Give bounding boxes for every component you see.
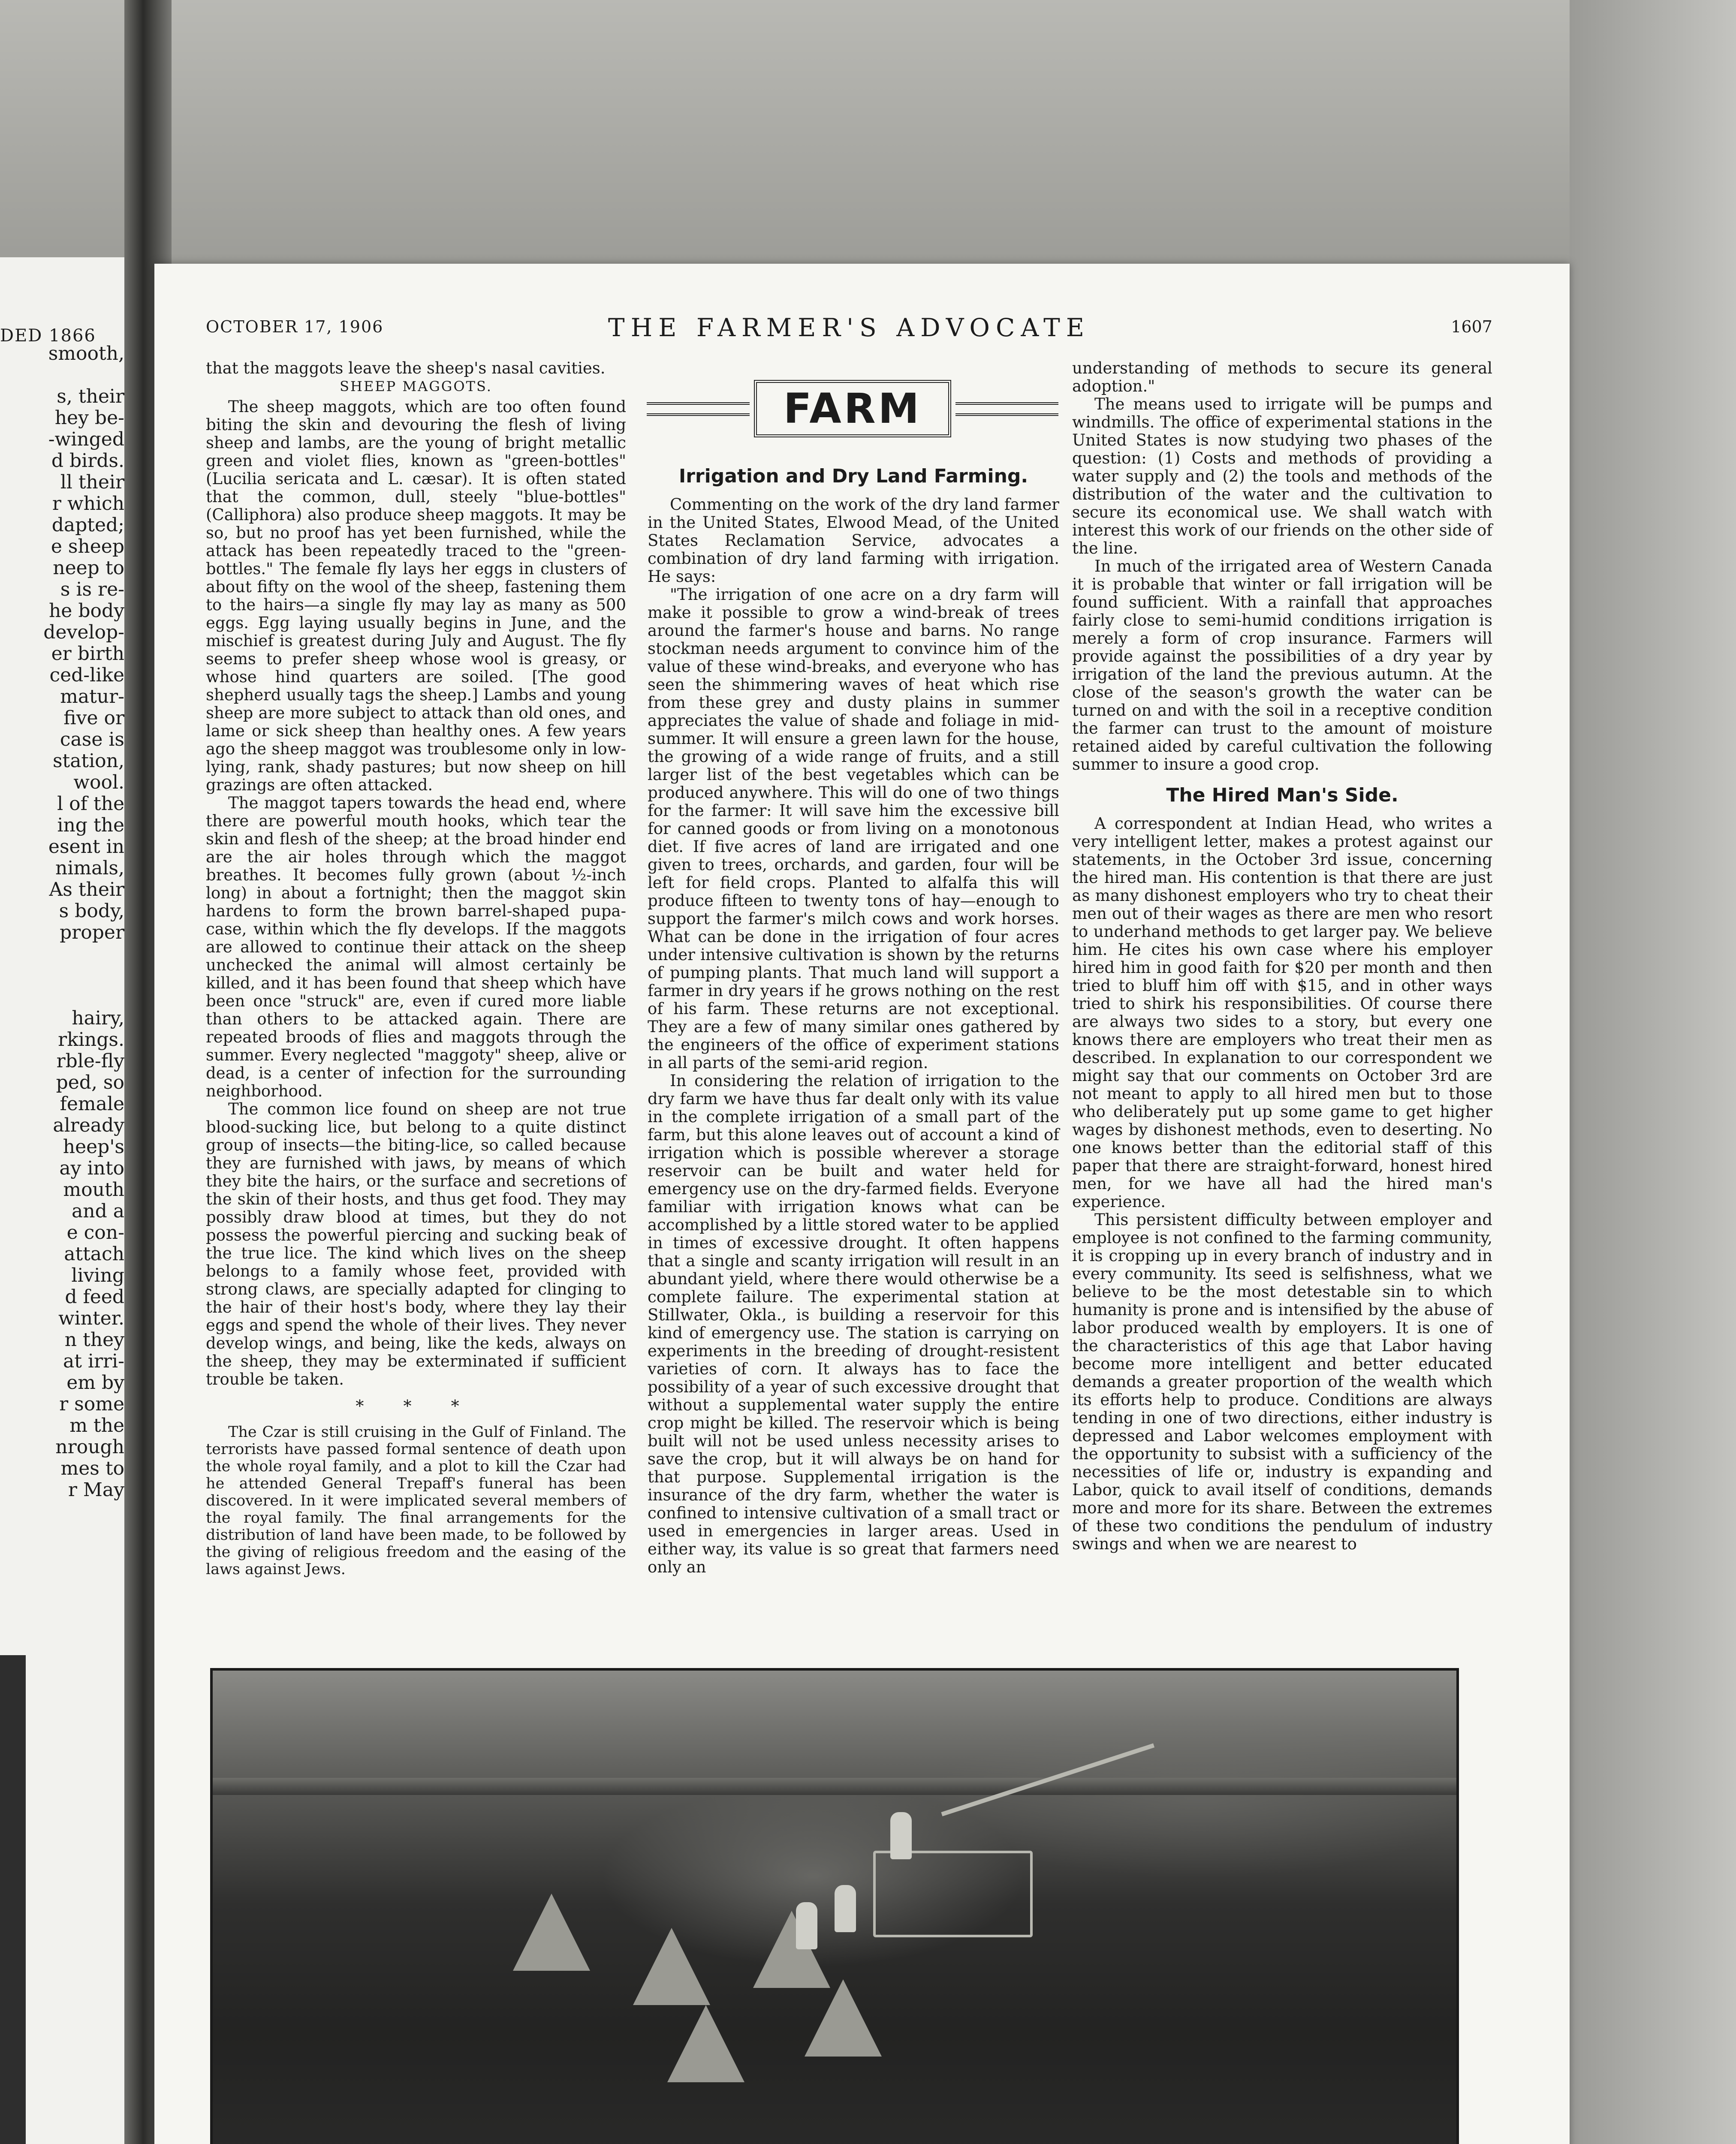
left-page-line: case is <box>60 729 124 750</box>
left-page-line: already <box>53 1114 124 1136</box>
paragraph: In much of the irrigated area of Western Canada it is probable that winter or fall irrigation will be found sufficient. With a rainfall that approaches fairly close to semi-humid conditions irrigation is merely a form of crop insurance. Farmers will provide against the possibilities of a dry year by irrigation of the land the previous autumn. At the close of the season's growth the water can be turned on and with the soil in a receptive condition the farmer can trust to the amount of moisture retained aided by careful cultivation the following summer to insure a good crop. <box>1072 557 1492 774</box>
banner-rule-right <box>955 402 1058 416</box>
left-page-line: ll their <box>60 471 124 493</box>
left-page-line: e sheep <box>51 536 124 557</box>
left-page-line: ing the <box>57 814 124 836</box>
paragraph: A correspondent at Indian Head, who writes a very intelligent letter, makes a protest against our statements, in the October 3rd issue, concerning the hired man. His contention is that there are just as many dishonest employers who try to cheat their men out of their wages as there are men who resort to underhand methods to get larger pay. We believe him. He cites his own case where his employer hired him in good faith for $20 per month and then tried to bluff him off with $15, and in other ways tried to shirk his responsibilities. Of course there are always two sides to a story, but every one knows there are employers who treat their men as described. In explanation to our correspondent we might say that our comments on October 3rd are not meant to apply to all hired men but to those who deliberately put up some game to get higher wages by dishonest methods, even to deserting. No one knows better than the editorial staff of this paper that there are straight-forward, honest hired men, for we have all had the hired man's experience. <box>1072 814 1492 1211</box>
left-page-line: mes to <box>60 1457 124 1479</box>
left-page-line <box>0 965 124 986</box>
left-page-line: rble-fly <box>56 1050 124 1072</box>
left-page-line: dapted; <box>51 514 124 536</box>
left-page-line: n they <box>64 1329 124 1351</box>
left-page-line: r some <box>59 1393 124 1415</box>
photo-horizon <box>213 1778 1456 1795</box>
paragraph: The maggot tapers towards the head end, where there are powerful mouth hooks, which tear the skin and flesh of the sheep; at the broad hinder end are the air holes through which the maggot breathes. It becomes fully grown (about ½-inch long) in about a fortnight; then the maggot skin hardens to form the brown barrel-shaped pupa-case, within which the fly develops. If the maggots are allowed to continue their attack on the sheep unchecked the animal will almost certainly be killed, and it has been found that sheep which have been once "struck" are, even if cured more liable than others to be attacked again. There are repeated broods of flies and maggots through the summer. Every neglected "maggoty" sheep, alive or dead, is a center of infection for the surrounding neighborhood. <box>206 794 626 1100</box>
column-2 <box>648 455 1059 1576</box>
left-page-line: m the <box>69 1415 124 1436</box>
oat-shock <box>633 1928 710 2005</box>
farmer-figure <box>890 1812 912 1859</box>
left-page-line: s is re- <box>60 578 124 600</box>
paragraph: that the maggots leave the sheep's nasal cavities. <box>206 359 606 377</box>
left-page-line: s body, <box>59 900 124 922</box>
left-page-line: r which <box>52 493 124 515</box>
left-page-line: ped, so <box>56 1072 124 1093</box>
left-page-line: ay into <box>59 1157 124 1179</box>
left-page-line: proper <box>60 921 124 943</box>
left-page-line: r May <box>68 1479 124 1501</box>
left-page-line: e con- <box>66 1222 124 1244</box>
left-page-line: and a <box>72 1200 124 1222</box>
left-page-line: rkings. <box>58 1029 124 1051</box>
left-page-line: d feed <box>65 1286 124 1308</box>
running-head <box>206 313 1492 343</box>
left-page-line: heep's <box>63 1136 124 1158</box>
grain-binder <box>873 1851 1033 1937</box>
photograph-cutting-oats <box>210 1668 1459 2144</box>
paragraph: "The irrigation of one acre on a dry farm will make it possible to grow a wind-break of trees around the farmer's house and barns. No range stockman needs argument to convince him of the value of these wind-breaks, and everyone who has seen the shimmering waves of heat which rise from these grey and dusty plains in summer appreciates the value of shade and foliage in mid-summer. It will ensure a green lawn for the house, the growing of a wide range of fruits, and a still larger list of the best vegetables which can be produced anywhere. This will do one of two things for the farmer: It will save him the excessive bill for canned goods or from living on a monotonous diet. If five acres of land are irrigated and one given to trees, orchards, and garden, four will be left for field crops. Planted to alfalfa this will produce fifteen to twenty tons of hay—enough to support the farmer's milch cows and work horses. What can be done in the irrigation of four acres under intensive cultivation is shown by the returns of pumping plants. That much land will support a farmer in dry years if he grows nothing on the rest of his farm. These returns are not exceptional. They are a few of many similar ones gathered by the engineers of the office of experiment stations in all parts of the semi-arid region. <box>648 585 1059 1072</box>
oat-shock <box>513 1894 590 1971</box>
left-page-header: DED 1866 <box>0 326 96 346</box>
masthead: THE FARMER'S ADVOCATE <box>608 313 1091 342</box>
paragraph: In considering the relation of irrigation to the dry farm we have thus far dealt only with its value in the complete irrigation of a small part of the farm, but this alone leaves out of account a kind of irrigation which is possible wherever a storage reservoir can be built and water held for emergency use on the dry-farmed fields. Everyone familiar with irrigation knows what can be accomplished by a little stored water to be applied in times of excessive drought. It often happens that a single and scanty irrigation will result in an abundant yield, where there would otherwise be a complete failure. The experimental station at Stillwater, Okla., is building a reservoir for this kind of emergency use. The station is carrying on experiments in the breeding of drought-resistent varieties of corn. It always has to face the possibility of a year of such excessive drought that without a supplemental water supply the entire crop might be killed. The reservoir which is being built will not be used unless necessity arises to save the crop, but it will always be on hand for that purpose. Supplemental irrigation is the insurance of the dry farm, whether the water is confined to intensive cultivation of a small tract or used in emergencies in larger areas. Used in either way, its value is so great that farmers need only an <box>648 1072 1059 1576</box>
farmer-figure <box>835 1885 856 1932</box>
oat-shock <box>667 2005 744 2082</box>
left-page-line: living <box>71 1265 124 1286</box>
left-page-line <box>0 986 124 1008</box>
left-page-text <box>0 343 124 1501</box>
left-page-line: hey be- <box>54 407 124 429</box>
left-page-line: winter. <box>58 1307 124 1329</box>
oat-shock <box>753 1911 830 1988</box>
column-1 <box>206 359 626 1578</box>
news-note <box>206 1424 626 1578</box>
farm-section-label: FARM <box>754 380 951 437</box>
left-page-line: five or <box>63 707 124 729</box>
scan-background-top <box>0 0 1736 270</box>
left-page-line: attach <box>64 1243 124 1265</box>
paragraph: The means used to irrigate will be pumps and windmills. The office of experimental stations in the United States is now studying two phases of the question: (1) Costs and methods of providing a water supply and (2) the tools and methods of the distribution of the water and the cultivation to secure its economical use. We shall watch with interest this work of our friends on the other side of the line. <box>1072 395 1492 557</box>
left-page-line: mouth <box>63 1179 124 1201</box>
left-page-photo-edge <box>0 1655 26 2144</box>
left-page-line: s, their <box>57 385 124 407</box>
left-page-line: hairy, <box>72 1007 124 1029</box>
paragraph: The Czar is still cruising in the Gulf of Finland. The terrorists have passed formal sentence of death upon the whole royal family, and a plot to kill the Czar had he attended General Trepaff's funeral has been discovered. In it were implicated several members of the royal family. The final arrangements for the distribution of land have been made, to be followed by the giving of religious freedom and the easing of the laws against Jews. <box>206 1424 626 1578</box>
paragraph: The common lice found on sheep are not true blood-sucking lice, but belong to a quite distinct group of insects—the biting-lice, so called because they are furnished with jaws, by means of which they bite the hairs, or the surface and secretions of the skin of their hosts, and thus get food. They may possibly draw blood at times, but they do not possess the powerful piercing and sucking beak of the true lice. The kind which lives on the sheep belongs to a family whose feet, provided with strong claws, are specially adapted for clinging to the hair of their host's body, where they lay their eggs and spend the whole of their lives. They never develop wings, and being, like the keds, always on the sheep, they may be exterminated if sufficient trouble be taken. <box>206 1100 626 1388</box>
left-page-line: d birds. <box>51 450 124 472</box>
left-page-line: matur- <box>60 686 124 708</box>
farmer-figure <box>796 1902 817 1949</box>
left-page-fragment <box>0 257 129 2144</box>
paragraph: This persistent difficulty between employer and employee is not confined to the farming community, it is cropping up in every branch of industry and in every community. Its seed is selfishness, what we believe to be the most detestable sin to which humanity is prone and is intensified by the abuse of labor produced wealth by employers. It is one of the characteristics of this age that Labor having become more intelligent and better educated demands a greater proportion of the wealth which its efforts help to produce. Conditions are always tending in one of two directions, either industry is depressed and Labor welcomes employment with the opportunity to subsist with a sufficiency of the necessities of life or, industry is expanding and Labor, quick to avail itself of conditions, demands more and more for its share. Between the extremes of these two conditions the pendulum of industry swings and when we are nearest to <box>1072 1211 1492 1553</box>
paragraph: The sheep maggots, which are too often found biting the skin and devouring the flesh of living sheep and lambs, are the young of bright metallic green and violet flies, known as "green-bottles" (Lucilia sericata and L. cæsar). It is often stated that the common, dull, steely "blue-bottles" (Calliphora) also produce sheep maggots. It may be so, but no proof has yet been furnished, while the attack has been repeatedly traced to the "green-bottles." The female fly lays her eggs in clusters of about fifty on the wool of the sheep, fastening them to the hairs—a single fly may lay as many as 500 eggs. Egg laying usually begins in June, and the mischief is greatest during July and August. The fly seems to prefer sheep whose wool is greasy, or whose hind quarters are soiled. [The good shepherd usually tags the sheep.] Lambs and young sheep are more subject to attack than old ones, and lame or sick sheep than healthy ones. A few years ago the sheep maggot was troublesome only in low-lying, rank, shady pastures; but now sheep on hill grazings are often attacked. <box>206 397 626 794</box>
left-page-line <box>0 943 124 965</box>
page-number: 1607 <box>1451 317 1492 336</box>
section-subhead: SHEEP MAGGOTS. <box>340 378 492 394</box>
article-title-hired-man: The Hired Man's Side. <box>1166 784 1398 806</box>
section-divider-stars: * * * <box>356 1397 476 1415</box>
oat-shock <box>805 1979 882 2057</box>
left-page-line: -winged <box>48 428 124 450</box>
left-page-line: at irri- <box>63 1350 124 1372</box>
left-page-line: nimals, <box>55 857 124 879</box>
left-page-line: nrough <box>55 1436 124 1458</box>
left-page-line <box>0 364 124 386</box>
left-page-line: esent in <box>48 836 124 858</box>
left-page-line: ced-like <box>49 664 124 686</box>
left-page-line: female <box>60 1093 124 1115</box>
left-page-line: smooth, <box>48 343 124 364</box>
left-page-line: em by <box>66 1372 124 1394</box>
farm-section-banner <box>647 377 1058 437</box>
left-page-line: develop- <box>43 621 124 643</box>
left-page-line: er birth <box>51 643 124 665</box>
banner-rule-left <box>647 402 750 416</box>
paragraph: Commenting on the work of the dry land farmer in the United States, Elwood Mead, of the United States Reclamation Service, advocates a combination of dry land farming with irrigation. He says: <box>648 495 1059 586</box>
left-page-line: l of the <box>57 793 124 815</box>
left-page-line: wool. <box>73 771 124 793</box>
left-page-line: station, <box>52 750 124 772</box>
column-3 <box>1072 359 1492 1553</box>
left-page-line: neep to <box>53 557 124 579</box>
issue-date: OCTOBER 17, 1906 <box>206 317 384 336</box>
left-page-line: As their <box>49 879 124 900</box>
left-page-line: he body <box>48 600 124 622</box>
paragraph: understanding of methods to secure its general adoption." <box>1072 359 1492 395</box>
scan-background-right <box>1570 0 1736 2144</box>
article-title-irrigation: Irrigation and Dry Land Farming. <box>678 465 1028 487</box>
